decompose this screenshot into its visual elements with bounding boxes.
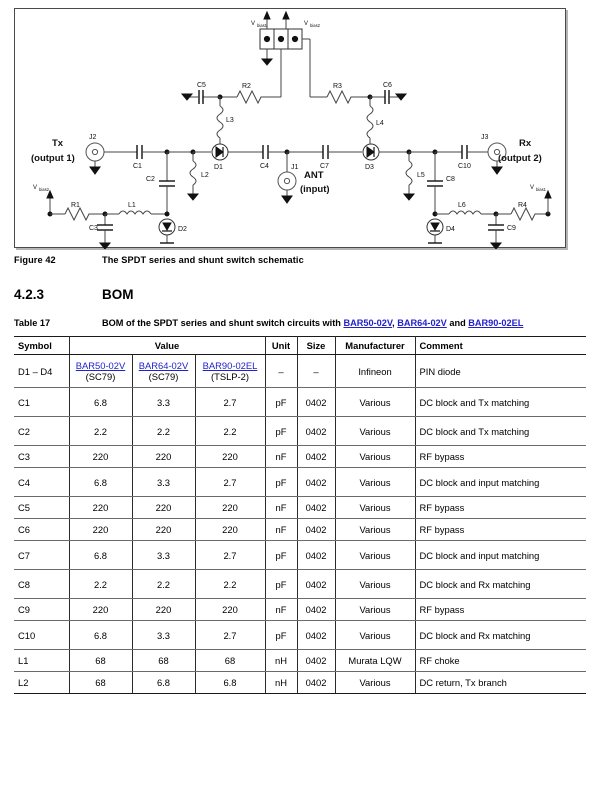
section-title: BOM [102,287,134,302]
cell-size: 0402 [297,570,335,599]
ref-R1: R1 [71,202,80,209]
cell-comment: DC return, Tx branch [415,672,586,694]
cell-value-bar50: 220 [69,446,132,468]
table-caption-text: BOM of the SPDT series and shunt switch circuits with [102,318,344,328]
cell-symbol: C1 [14,388,69,417]
cell-manufacturer: Various [335,417,415,446]
cell-size: – [297,355,335,388]
cell-value-bar50: 220 [69,519,132,541]
ref-J1: J1 [291,164,299,171]
ref-L4: L4 [376,120,384,127]
table-row [14,446,586,468]
bom-table [14,336,586,694]
cell-symbol: C2 [14,417,69,446]
table-row [14,650,586,672]
cell-manufacturer: Various [335,541,415,570]
ref-R2: R2 [242,83,251,90]
cell-symbol: L2 [14,672,69,694]
cell-unit: pF [265,570,297,599]
table-caption [14,318,589,328]
table-row [14,468,586,497]
cell-unit: pF [265,468,297,497]
cell-comment: DC block and Rx matching [415,570,586,599]
cell-comment: DC block and Tx matching [415,388,586,417]
figure-caption-text: The SPDT series and shunt switch schematic [102,255,304,265]
spdt-switch-schematic [15,9,567,249]
port-Rx: Rx [519,138,532,149]
part-number-link[interactable]: BAR64-02V [138,360,189,371]
cell-unit: nF [265,497,297,519]
cell-symbol: C5 [14,497,69,519]
cell-comment: RF bypass [415,599,586,621]
package-label: (SC79) [85,371,116,383]
cell-size: 0402 [297,446,335,468]
cell-value-bar90: 2.2 [195,570,265,599]
label-vbias1-top: V [251,21,256,27]
port-Rx-sub: (output 2) [498,153,542,164]
svg-text:bias1: bias1 [257,23,268,28]
ref-D3: D3 [365,164,374,171]
cell-value-bar64: 2.2 [132,570,195,599]
cell-comment: RF choke [415,650,586,672]
part-number-link[interactable]: BAR90-02EL [202,360,258,371]
table-row [14,388,586,417]
cell-value-bar64: 3.3 [132,621,195,650]
package-label: (SC79) [148,371,179,383]
cell-value-bar90: 220 [195,599,265,621]
ref-C5: C5 [197,82,206,89]
ref-L5: L5 [417,172,425,179]
cell-comment: RF bypass [415,519,586,541]
cell-value-bar90: 2.7 [195,621,265,650]
cell-value-bar90: 220 [195,446,265,468]
cell-manufacturer: Infineon [335,355,415,388]
cell-size: 0402 [297,541,335,570]
ref-C10: C10 [458,163,471,170]
ref-D2: D2 [178,226,187,233]
cell-value-bar90: 2.2 [195,417,265,446]
cell-unit: pF [265,388,297,417]
cell-value-bar64: 220 [132,446,195,468]
cell-manufacturer: Various [335,519,415,541]
port-Tx: Tx [52,138,64,149]
cell-manufacturer: Murata LQW [335,650,415,672]
cell-value-bar50: 220 [69,497,132,519]
port-ANT-sub: (input) [300,184,330,195]
cell-unit: pF [265,621,297,650]
cell-value-bar50: 2.2 [69,570,132,599]
cell-unit: nF [265,519,297,541]
header-size: Size [297,337,335,355]
cell-value-bar64: 68 [132,650,195,672]
ref-C8: C8 [446,176,455,183]
cell-comment: RF bypass [415,497,586,519]
cell-value-bar50: 68 [69,672,132,694]
caption-sep-2: and [446,318,469,328]
cell-value-bar64: 6.8 [132,672,195,694]
cell-comment: DC block and input matching [415,541,586,570]
header-value: Value [69,337,265,355]
section-number: 4.2.3 [14,287,45,302]
cell-value-bar64 [132,355,195,388]
ref-R4: R4 [518,202,527,209]
cell-unit: nH [265,650,297,672]
cell-value-bar90: 220 [195,519,265,541]
svg-text:bias1: bias1 [536,187,547,192]
cell-manufacturer: Various [335,497,415,519]
cell-size: 0402 [297,468,335,497]
cell-value-bar50: 68 [69,650,132,672]
ref-J3: J3 [481,134,489,141]
cell-value-bar50: 6.8 [69,388,132,417]
ref-J2: J2 [89,134,97,141]
ref-C6: C6 [383,82,392,89]
cell-symbol: L1 [14,650,69,672]
cell-value-bar90 [195,355,265,388]
section-heading [14,287,134,302]
ref-C3: C3 [89,225,98,232]
label-vbias2-top: V [304,21,309,27]
bom-table-body [14,355,586,694]
ref-L3: L3 [226,117,234,124]
cell-value-bar90: 220 [195,497,265,519]
table-row [14,541,586,570]
ref-C2: C2 [146,176,155,183]
cell-value-bar90: 2.7 [195,468,265,497]
cell-unit: nF [265,599,297,621]
cell-size: 0402 [297,388,335,417]
cell-symbol: C7 [14,541,69,570]
cell-size: 0402 [297,650,335,672]
cell-comment: DC block and Rx matching [415,621,586,650]
cell-symbol: C3 [14,446,69,468]
cell-value-bar50: 2.2 [69,417,132,446]
cell-value-bar50 [69,355,132,388]
cell-value-bar90: 6.8 [195,672,265,694]
header-unit: Unit [265,337,297,355]
ref-C9: C9 [507,225,516,232]
cell-value-bar64: 3.3 [132,388,195,417]
table-row [14,672,586,694]
cell-value-bar50: 6.8 [69,621,132,650]
cell-symbol: C8 [14,570,69,599]
svg-text:bias2: bias2 [310,23,321,28]
link-bar50-02v[interactable]: BAR50-02V [343,318,393,328]
cell-unit: nH [265,672,297,694]
package-label: (TSLP-2) [210,371,250,383]
cell-value-bar64: 3.3 [132,541,195,570]
cell-unit: pF [265,541,297,570]
table-row [14,355,586,388]
cell-size: 0402 [297,417,335,446]
cell-symbol: C10 [14,621,69,650]
ref-L1: L1 [128,202,136,209]
cell-value-bar64: 3.3 [132,468,195,497]
ref-L6: L6 [458,202,466,209]
cell-unit: pF [265,417,297,446]
ref-D1: D1 [214,164,223,171]
cell-value-bar50: 220 [69,599,132,621]
cell-value-bar64: 220 [132,599,195,621]
ref-D4: D4 [446,226,455,233]
cell-value-bar64: 220 [132,519,195,541]
cell-size: 0402 [297,497,335,519]
cell-value-bar50: 6.8 [69,468,132,497]
cell-value-bar64: 220 [132,497,195,519]
header-manufacturer: Manufacturer [335,337,415,355]
cell-size: 0402 [297,621,335,650]
cell-manufacturer: Various [335,672,415,694]
cell-comment: DC block and input matching [415,468,586,497]
cell-comment: PIN diode [415,355,586,388]
cell-value-bar50: 6.8 [69,541,132,570]
cell-size: 0402 [297,599,335,621]
cell-value-bar90: 2.7 [195,541,265,570]
cell-manufacturer: Various [335,621,415,650]
ref-C1: C1 [133,163,142,170]
header-symbol: Symbol [14,337,69,355]
ref-R3: R3 [333,83,342,90]
cell-manufacturer: Various [335,446,415,468]
table-label: Table 17 [14,318,51,328]
cell-symbol: D1 – D4 [14,355,69,388]
cell-size: 0402 [297,672,335,694]
cell-comment: DC block and Tx matching [415,417,586,446]
figure-box [14,8,566,248]
cell-symbol: C6 [14,519,69,541]
label-vbias1-right: V [530,185,535,191]
port-Tx-sub: (output 1) [31,153,75,164]
link-bar90-02el[interactable]: BAR90-02EL [468,318,524,328]
link-bar64-02v[interactable]: BAR64-02V [397,318,447,328]
header-comment: Comment [415,337,586,355]
table-header-row [14,337,586,355]
cell-unit: nF [265,446,297,468]
cell-unit: – [265,355,297,388]
table-row [14,417,586,446]
part-number-link[interactable]: BAR50-02V [75,360,126,371]
label-vbias2-left: V [33,185,38,191]
figure-caption [14,255,574,265]
table-row [14,497,586,519]
cell-size: 0402 [297,519,335,541]
table-row [14,599,586,621]
svg-text:bias2: bias2 [39,187,50,192]
cell-value-bar90: 68 [195,650,265,672]
cell-symbol: C9 [14,599,69,621]
cell-value-bar90: 2.7 [195,388,265,417]
cell-manufacturer: Various [335,388,415,417]
cell-value-bar64: 2.2 [132,417,195,446]
figure-label: Figure 42 [14,255,56,265]
ref-C7: C7 [320,163,329,170]
ref-C4: C4 [260,163,269,170]
table-row [14,570,586,599]
cell-comment: RF bypass [415,446,586,468]
port-ANT: ANT [304,170,324,181]
cell-manufacturer: Various [335,468,415,497]
ref-L2: L2 [201,172,209,179]
cell-manufacturer: Various [335,570,415,599]
cell-symbol: C4 [14,468,69,497]
caption-sep-1: , [392,318,398,328]
table-row [14,621,586,650]
cell-manufacturer: Various [335,599,415,621]
table-row [14,519,586,541]
